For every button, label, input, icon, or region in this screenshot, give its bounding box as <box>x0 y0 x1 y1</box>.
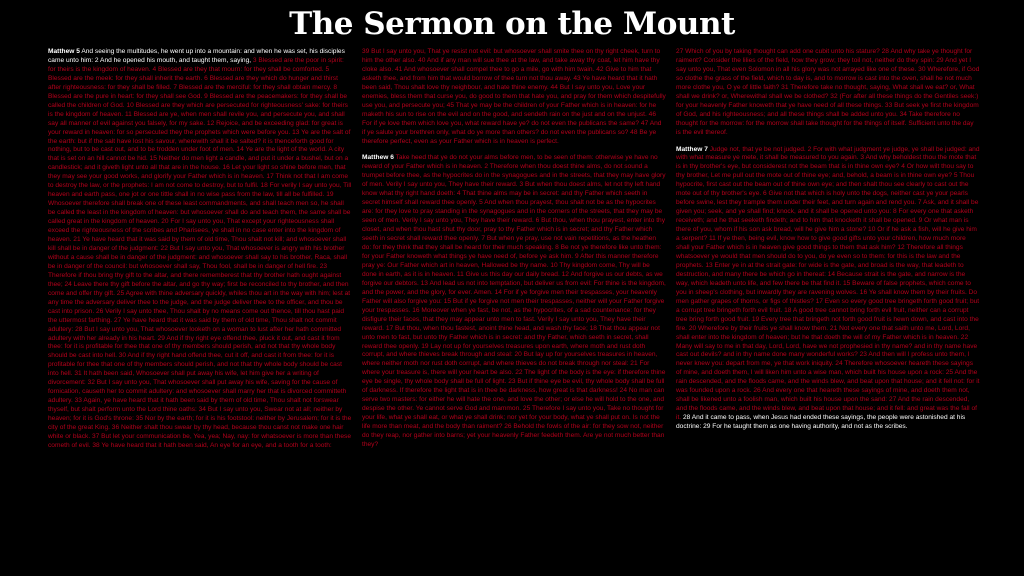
matthew-6-passage <box>362 154 666 449</box>
matthew-5-intro: And seeing the multitudes, he went up into a mountain: and when he was set, his disciples came unto him: 2 And he opened his mouth, and taught them, saying, <box>48 48 345 64</box>
chapter-heading-matthew-6: Matthew 6 <box>362 154 394 162</box>
matthew-7-passage <box>676 146 980 433</box>
chapter-heading-matthew-7: Matthew 7 <box>676 145 708 153</box>
matthew-5-continued: 39 But I say unto you, That ye resist not evil: but whosoever shall smite thee on thy right cheek, turn to him the other also. 40 And if any man will sue thee at the law, and take away thy coat, let him have thy cloke also. 41 And whosoever shall compel thee to go a mile, go with him twain. 42 Give to him that asketh thee, and from him that would borrow of thee turn not thou away. 43 Ye have heard that it hath been said, Thou shalt love thy neighbour, and hate thine enemy. 44 But I say unto you, Love your enemies, bless them that curse you, do good to them that hate you, and pray for them which despitefully use you, and persecute you; 45 That ye may be the children of your Father which is in heaven: for he maketh his sun to rise on the evil and on the good, and sendeth rain on the just and on the unjust. 46 For if ye love them which love you, what reward have ye? do not even the publicans the same? 47 And if ye salute your brethren only, what do ye more than others? do not even the publicans so? 48 Be ye therefore perfect, even as your Father which is in heaven is perfect. <box>362 48 666 145</box>
matthew-7-closing: 28 And it came to pass, when Jesus had ended these sayings, the people were astonished at his doctrine: 29 For he taught them as one having authority, and not as the scribes. <box>676 414 966 431</box>
matthew-6-text: Take heed that ye do not your alms before men, to be seen of them: otherwise ye have no reward of your Father which is in heaven. 2 Therefore when thou doest thine alms, do not sound a trumpet before thee, as the hypocrites do in the synagogues and in the streets, that they may have glory of men. Verily I say unto you, They have their reward. 3 But when thou doest alms, let not thy left hand know what thy right hand doeth: 4 That thine alms may be in secret: and thy Father which seeth in secret himself shall reward thee openly. 5 And when thou prayest, thou shalt not be as the hypocrites are: for they love to pray standing in the synagogues and in the corners of the streets, that they may be seen of men. Verily I say unto you, They have their reward. 6 But thou, when thou prayest, enter into thy closet, and when thou hast shut thy door, pray to thy Father which is in secret; and thy Father which seeth in secret shall reward thee openly. 7 But when ye pray, use not vain repetitions, as the heathen do: for they think that they shall be heard for their much speaking. 8 Be not ye therefore like unto them: for your Father knoweth what things ye have need of, before ye ask him. 9 After this manner therefore pray ye: Our Father which art in heaven, Hallowed be thy name. 10 Thy kingdom come, Thy will be done in earth, as it is in heaven. 11 Give us this day our daily bread. 12 And forgive us our debts, as we forgive our debtors. 13 And lead us not into temptation, but deliver us from evil: For thine is the kingdom, and the power, and the glory, for ever. Amen. 14 For if ye forgive men their trespasses, your heavenly Father will also forgive you: 15 But if ye forgive not men their trespasses, neither will your Father forgive your trespasses. 16 Moreover when ye fast, be not, as the hypocrites, of a sad countenance: for they disfigure their faces, that they may appear unto men to fast. Verily I say unto you, They have their reward. 17 But thou, when thou fastest, anoint thine head, and wash thy face; 18 That thou appear not unto men to fast, but unto thy Father which is in secret: and thy Father, which seeth in secret, shall reward thee openly. 19 Lay not up for yourselves treasures upon earth, where moth and rust doth corrupt, and where thieves break through and steal: 20 But lay up for yourselves treasures in heaven, where neither moth nor rust doth corrupt, and where thieves do not break through nor steal: 21 For where your treasure is, there will your heart be also. 22 The light of the body is the eye: if therefore thine eye be single, thy whole body shall be full of light. 23 But if thine eye be evil, thy whole body shall be full of darkness. If therefore the light that is in thee be darkness, how great is that darkness! 24 No man can serve two masters: for either he will hate the one, and love the other; or else he will hold to the one, and despise the other. Ye cannot serve God and mammon. 25 Therefore I say unto you, Take no thought for your life, what ye shall eat, or what ye shall drink; nor yet for your body, what ye shall put on. Is not the life more than meat, and the body than raiment? 26 Behold the fowls of the air: for they sow not, neither do they reap, nor gather into barns; yet your heavenly Father feedeth them. Are ye not much better than they? <box>362 154 666 448</box>
paragraph-gap <box>362 146 666 154</box>
paragraph-gap <box>676 138 980 146</box>
column-middle <box>362 48 666 574</box>
chapter-heading-matthew-5: Matthew 5 <box>48 48 80 55</box>
column-right <box>676 48 980 574</box>
page-title: The Sermon on the Mount <box>289 6 735 42</box>
matthew-6-continued: 27 Which of you by taking thought can add one cubit unto his stature? 28 And why take ye thought for raiment? Consider the lilies of the field, how they grow; they toil not, neither do they spin: 29 And yet I say unto you, That even Solomon in all his glory was not arrayed like one of these. 30 Wherefore, if God so clothe the grass of the field, which to day is, and to morrow is cast into the oven, shall he not much more clothe you, O ye of little faith? 31 Therefore take no thought, saying, What shall we eat? or, What shall we drink? or, Wherewithal shall we be clothed? 32 (For after all these things do the Gentiles seek:) for your heavenly Father knoweth that ye have need of all these things. 33 But seek ye first the kingdom of God, and his righteousness; and all these things shall be added unto you. 34 Take therefore no thought for the morrow: for the morrow shall take thought for the things of itself. Sufficient unto the day is the evil thereof. <box>676 48 980 136</box>
column-left <box>48 48 352 574</box>
matthew-7-text: Judge not, that ye be not judged. 2 For with what judgment ye judge, ye shall be judged: and with what measure ye mete, it shall be measured to you again. 3 And why beholdest thou the mote that is in thy brother's eye, but considerest not the beam that is in thine own eye? 4 Or how wilt thou say to thy brother, Let me pull out the mote out of thine eye; and, behold, a beam is in thine own eye? 5 Thou hypocrite, first cast out the beam out of thine own eye; and then shalt thou see clearly to cast out the mote out of thy brother's eye. 6 Give not that which is holy unto the dogs, neither cast ye your pearls before swine, lest they trample them under their feet, and turn again and rend you. 7 Ask, and it shall be given you; seek, and ye shall find; knock, and it shall be opened unto you: 8 For every one that asketh receiveth; and he that seeketh findeth; and to him that knocketh it shall be opened. 9 Or what man is there of you, whom if his son ask bread, will he give him a stone? 10 Or if he ask a fish, will he give him a serpent? 11 If ye then, being evil, know how to give good gifts unto your children, how much more shall your Father which is in heaven give good things to them that ask him? 12 Therefore all things whatsoever ye would that men should do to you, do ye even so to them: for this is the law and the prophets. 13 Enter ye in at the strait gate: for wide is the gate, and broad is the way, that leadeth to destruction, and many there be which go in thereat: 14 Because strait is the gate, and narrow is the way, which leadeth unto life, and few there be that find it. 15 Beware of false prophets, which come to you in sheep's clothing, but inwardly they are ravening wolves. 16 Ye shall know them by their fruits. Do men gather grapes of thorns, or figs of thistles? 17 Even so every good tree bringeth forth good fruit; but a corrupt tree bringeth forth evil fruit. 18 A good tree cannot bring forth evil fruit, neither can a corrupt tree bring forth good fruit. 19 Every tree that bringeth not forth good fruit is hewn down, and cast into the fire. 20 Wherefore by their fruits ye shall know them. 21 Not every one that saith unto me, Lord, Lord, shall enter into the kingdom of heaven; but he that doeth the will of my Father which is in heaven. 22 Many will say to me in that day, Lord, Lord, have we not prophesied in thy name? and in thy name have cast out devils? and in thy name done many wonderful works? 23 And then will I profess unto them, I never knew you: depart from me, ye that work iniquity. 24 Therefore whosoever heareth these sayings of mine, and doeth them, I will liken him unto a wise man, which built his house upon a rock: 25 And the rain descended, and the floods came, and the winds blew, and beat upon that house; and it fell not: for it was founded upon a rock. 26 And every one that heareth these sayings of mine, and doeth them not, shall be likened unto a foolish man, which built his house upon the sand: 27 And the rain descended, and the floods came, and the winds blew, and beat upon that house; and it fell: and great was the fall of it. <box>676 145 980 422</box>
matthew-5-passage <box>48 48 352 451</box>
matthew-5-text: 3 Blessed are the poor in spirit: for theirs is the kingdom of heaven. 4 Blessed are they that mourn: for they shall be comforted. 5 Blessed are the meek: for they shall inherit the earth. 6 Blessed are they which do hunger and thirst after righteousness: for they shall be filled. 7 Blessed are the merciful: for they shall obtain mercy. 8 Blessed are the pure in heart: for they shall see God. 9 Blessed are the peacemakers: for they shall be called the children of God. 10 Blessed are they which are persecuted for righteousness' sake: for theirs is the kingdom of heaven. 11 Blessed are ye, when men shall revile you, and persecute you, and shall say all manner of evil against you falsely, for my sake. 12 Rejoice, and be exceeding glad: for great is your reward in heaven: for so persecuted they the prophets which were before you. 13 Ye are the salt of the earth: but if the salt have lost his savour, wherewith shall it be salted? it is thenceforth good for nothing, but to be cast out, and to be trodden under foot of men. 14 Ye are the light of the world. A city that is set on an hill cannot be hid. 15 Neither do men light a candle, and put it under a bushel, but on a candlestick; and it giveth light unto all that are in the house. 16 Let your light so shine before men, that they may see your good works, and glorify your Father which is in heaven. 17 Think not that I am come to destroy the law, or the prophets: I am not come to destroy, but to fulfil. 18 For verily I say unto you, Till heaven and earth pass, one jot or one tittle shall in no wise pass from the law, till all be fulfilled. 19 Whosoever therefore shall break one of these least commandments, and shall teach men so, he shall be called the least in the kingdom of heaven: but whosoever shall do and teach them, the same shall be called great in the kingdom of heaven. 20 For I say unto you, That except your righteousness shall exceed the righteousness of the scribes and Pharisees, ye shall in no case enter into the kingdom of heaven. 21 Ye have heard that it was said by them of old time, Thou shalt not kill; and whosoever shall kill shall be in danger of the judgment: 22 But I say unto you, That whosoever is angry with his brother without a cause shall be in danger of the judgment: and whosoever shall say to his brother, Raca, shall be in danger of the council: but whosoever shall say, Thou fool, shall be in danger of hell fire. 23 Therefore if thou bring thy gift to the altar, and there rememberest that thy brother hath ought against thee; 24 Leave there thy gift before the altar, and go thy way; first be reconciled to thy brother, and then come and offer thy gift. 25 Agree with thine adversary quickly, whiles thou art in the way with him; lest at any time the adversary deliver thee to the judge, and the judge deliver thee to the officer, and thou be cast into prison. 26 Verily I say unto thee, Thou shalt by no means come out thence, till thou hast paid the uttermost farthing. 27 Ye have heard that it was said by them of old time, Thou shalt not commit adultery: 28 But I say unto you, That whosoever looketh on a woman to lust after her hath committed adultery with her already in his heart. 29 And if thy right eye offend thee, pluck it out, and cast it from thee: for it is profitable for thee that one of thy members should perish, and not that thy whole body should be cast into hell. 30 And if thy right hand offend thee, cut it off, and cast it from thee: for it is profitable for thee that one of thy members should perish, and not that thy whole body should be cast into hell. 31 It hath been said, Whosoever shall put away his wife, let him give her a writing of divorcement: 32 But I say unto you, That whosoever shall put away his wife, saving for the cause of fornication, causeth her to commit adultery: and whosoever shall marry her that is divorced committeth adultery. 33 Again, ye have heard that it hath been said by them of old time, Thou shalt not forswear thyself, but shalt perform unto the Lord thine oaths: 34 But I say unto you, Swear not at all; neither by heaven; for it is God's throne: 35 Nor by the earth; for it is his footstool: neither by Jerusalem; for it is the city of the great King. 36 Neither shalt thou swear by thy head, because thou canst not make one hair white or black. 37 But let your communication be, Yea, yea; Nay, nay: for whatsoever is more than these cometh of evil. 38 Ye have heard that it hath been said, An eye for an eye, and a tooth for a tooth: <box>48 56 352 449</box>
